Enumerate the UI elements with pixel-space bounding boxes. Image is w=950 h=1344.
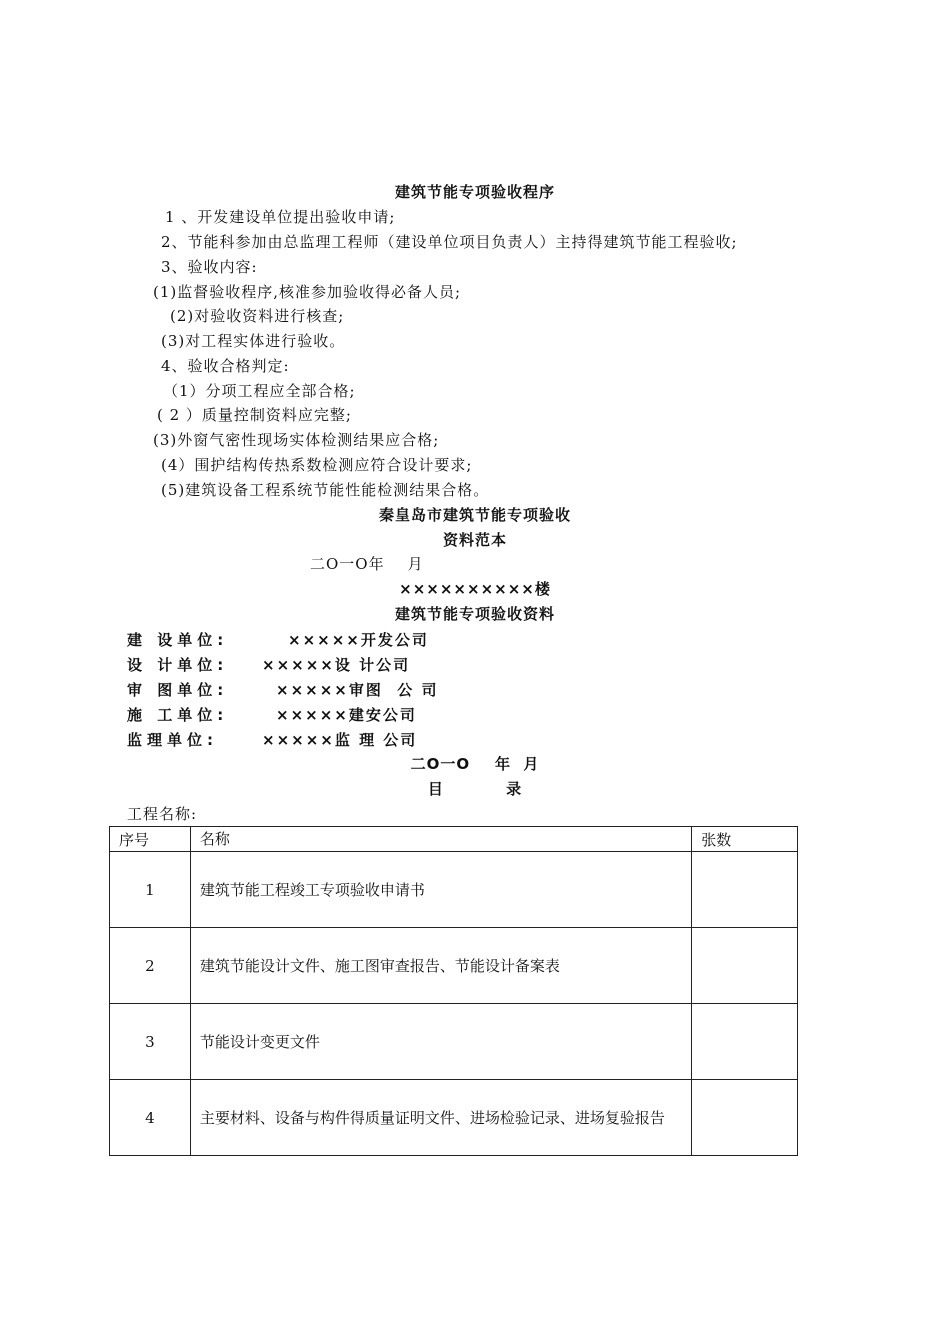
unit-value: ×××××开发公司 — [288, 631, 429, 649]
table-header-row — [110, 827, 798, 852]
unit-label: 设 计单位: — [127, 656, 229, 674]
row-count — [692, 928, 798, 1004]
row-number: 2 — [110, 928, 191, 1004]
row-count — [692, 1080, 798, 1156]
procedure-line: （1）分项工程应全部合格; — [163, 382, 356, 400]
cover-subtitle: 资料范本 — [442, 531, 507, 549]
unit-value: ×××××建安公司 — [276, 706, 417, 724]
table-row — [110, 1004, 798, 1080]
table-row — [110, 1080, 798, 1156]
cover-title: 秦皇岛市建筑节能专项验收 — [378, 506, 571, 524]
procedure-line: (5)建筑设备工程系统节能性能检测结果合格。 — [161, 481, 490, 499]
unit-value: ×××××设 计公司 — [262, 656, 411, 674]
procedure-line: (1)监督验收程序,核准参加验收得必备人员; — [153, 283, 462, 301]
bottom-date: 二O一O 年 月 — [410, 755, 540, 773]
row-name: 节能设计变更文件 — [190, 1004, 691, 1080]
procedure-line: (2)对验收资料进行核查; — [170, 307, 345, 325]
procedure-line: 4、验收合格判定: — [161, 357, 290, 375]
row-number: 4 — [110, 1080, 191, 1156]
row-count — [692, 1004, 798, 1080]
table-row — [110, 928, 798, 1004]
procedure-line: (3)外窗气密性现场实体检测结果应合格; — [153, 431, 440, 449]
procedure-line: ( 2 ）质量控制资料应完整; — [157, 406, 352, 424]
toc-title: 目 录 — [427, 780, 523, 798]
unit-label: 施 工单位: — [127, 706, 229, 724]
procedure-line: 2、节能科参加由总监理工程师（建设单位项目负责人）主持得建筑节能工程验收; — [161, 233, 738, 251]
row-name: 主要材料、设备与构件得质量证明文件、进场检验记录、进场复验报告 — [190, 1080, 691, 1156]
unit-label: 监理单位: — [127, 731, 218, 749]
procedure-line: (3)对工程实体进行验收。 — [161, 332, 346, 350]
table-row — [110, 852, 798, 928]
procedure-line: 3、验收内容: — [161, 258, 258, 276]
procedure-title: 建筑节能专项验收程序 — [394, 183, 555, 201]
row-count — [692, 852, 798, 928]
row-name: 建筑节能设计文件、施工图审查报告、节能设计备案表 — [190, 928, 691, 1004]
building-name: ××××××××××楼 — [399, 580, 551, 598]
unit-value: ×××××监 理 公司 — [262, 731, 418, 749]
header-cell-count: 张数 — [692, 827, 798, 852]
row-name: 建筑节能工程竣工专项验收申请书 — [190, 852, 691, 928]
procedure-line: 1 、开发建设单位提出验收申请; — [165, 208, 396, 226]
row-number: 1 — [110, 852, 191, 928]
procedure-line: (4）围护结构传热系数检测应符合设计要求; — [161, 456, 473, 474]
project-name-label: 工程名称: — [127, 805, 198, 823]
unit-value: ×××××审图 公 司 — [276, 681, 439, 699]
unit-label: 建 设单位: — [127, 631, 229, 649]
document-title: 建筑节能专项验收资料 — [394, 605, 555, 623]
header-cell-no: 序号 — [110, 827, 191, 852]
row-number: 3 — [110, 1004, 191, 1080]
toc-table — [109, 826, 798, 1156]
header-cell-name: 名称 — [190, 827, 691, 852]
cover-date: 二O一O年 月 — [310, 555, 424, 573]
unit-label: 审 图单位: — [127, 681, 229, 699]
